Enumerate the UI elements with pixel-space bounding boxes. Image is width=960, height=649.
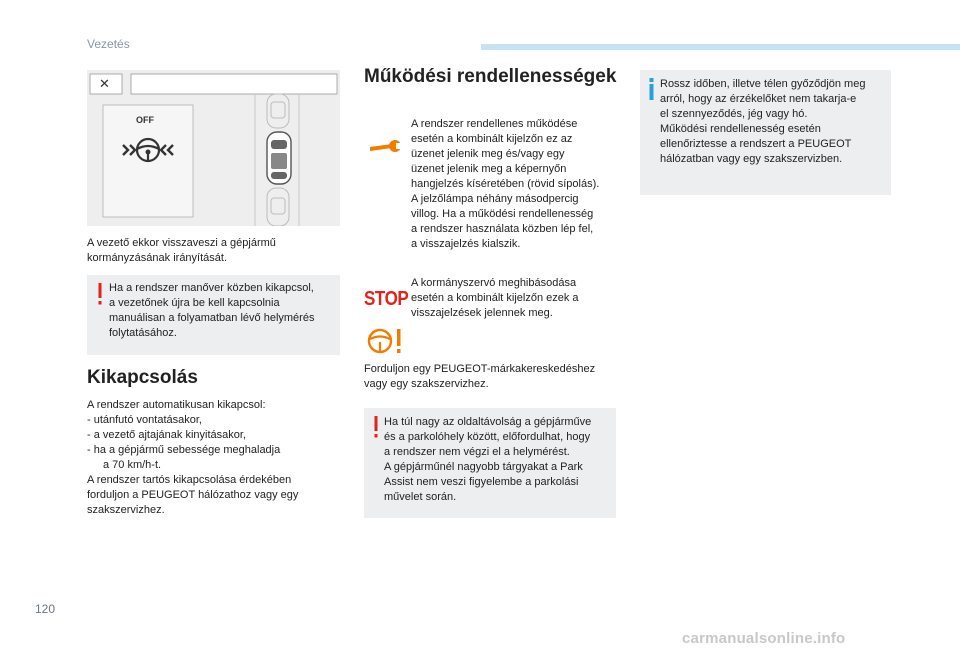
warning-note-middle: Ha túl nagy az oldaltávolság a gépjárműve és a parkolóhely között, előfordulhat, hogy a rendszer nem végzi el a helymérést. A gépjárműnél nagyobb tárgyakat a Park Assist nem veszi figyelembe a parkolási művelet során. — [364, 408, 616, 518]
off-label: OFF — [136, 115, 154, 125]
parked-car-outline-bottom — [267, 188, 289, 226]
heading-kikapcsolas: Kikapcsolás — [87, 367, 198, 388]
parked-car-outline-top — [267, 94, 289, 128]
section-title: Vezetés — [87, 37, 130, 51]
warning-note-left: Ha a rendszer manőver közben kikapcsol, a vezetőnek újra be kell kapcsolnia manuálisan a folyamatban lévő helymérés folytatásához. — [87, 275, 340, 355]
wrench-icon — [368, 138, 402, 154]
kikapcsolas-body: A rendszer automatikusan kikapcsol: - utánfutó vontatásakor, - a vezető ajtajának kinyitásakor, - ha a gépjármű sebessége meghaladja a 70 km/h-t. A rendszer tartós kikapcsolása érdekében forduljon a PEUGEOT hálózathoz vagy egy szakszervizhez. — [87, 399, 299, 516]
info-icon — [649, 78, 654, 100]
header-bar — [481, 44, 960, 50]
close-icon: ✕ — [99, 76, 110, 91]
exclamation-icon — [98, 283, 102, 305]
stop-paragraph: A kormányszervó meghibásodása esetén a kombinált kijelzőn ezek a visszajelzések jelennek meg. — [411, 277, 579, 319]
intro-paragraph: A vezető ekkor visszaveszi a gépjármű kormányzásának irányítását. — [87, 237, 276, 264]
car-icon — [267, 132, 291, 184]
heading-mukodesi-rendellenessegek: Működési rendellenességek — [364, 66, 617, 87]
info-note-right: Rossz időben, illetve télen győződjön meg arról, hogy az érzékelőket nem takarja-e el szennyeződés, jég vagy hó. Működési rendellenesség esetén ellenőriztesse a rendszert a PEUGEOT hálózatban vagy egy szakszervizben. — [640, 70, 891, 195]
park-assist-illustration — [87, 70, 340, 226]
stop-icon: STOP — [364, 288, 409, 310]
steering-warning-icon — [366, 326, 406, 356]
exclamation-icon — [374, 416, 378, 438]
contact-paragraph: Forduljon egy PEUGEOT-márkakereskedéshez vagy egy szakszervizhez. — [364, 363, 596, 390]
page-number: 120 — [35, 602, 56, 616]
watermark: carmanualsonline.info — [682, 630, 846, 647]
wrench-paragraph: A rendszer rendellenes működése esetén a kombinált kijelzőn ez az üzenet jelenik meg és/vagy egy üzenet jelenik meg a képernyőn hangjelzés kíséretében (rövid sípolás). A jelzőlámpa néhány másodpercig villog. Ha a működési rendellenesség a rendszer használata közben lép fel, a visszajelzés kialszik. — [411, 118, 600, 250]
